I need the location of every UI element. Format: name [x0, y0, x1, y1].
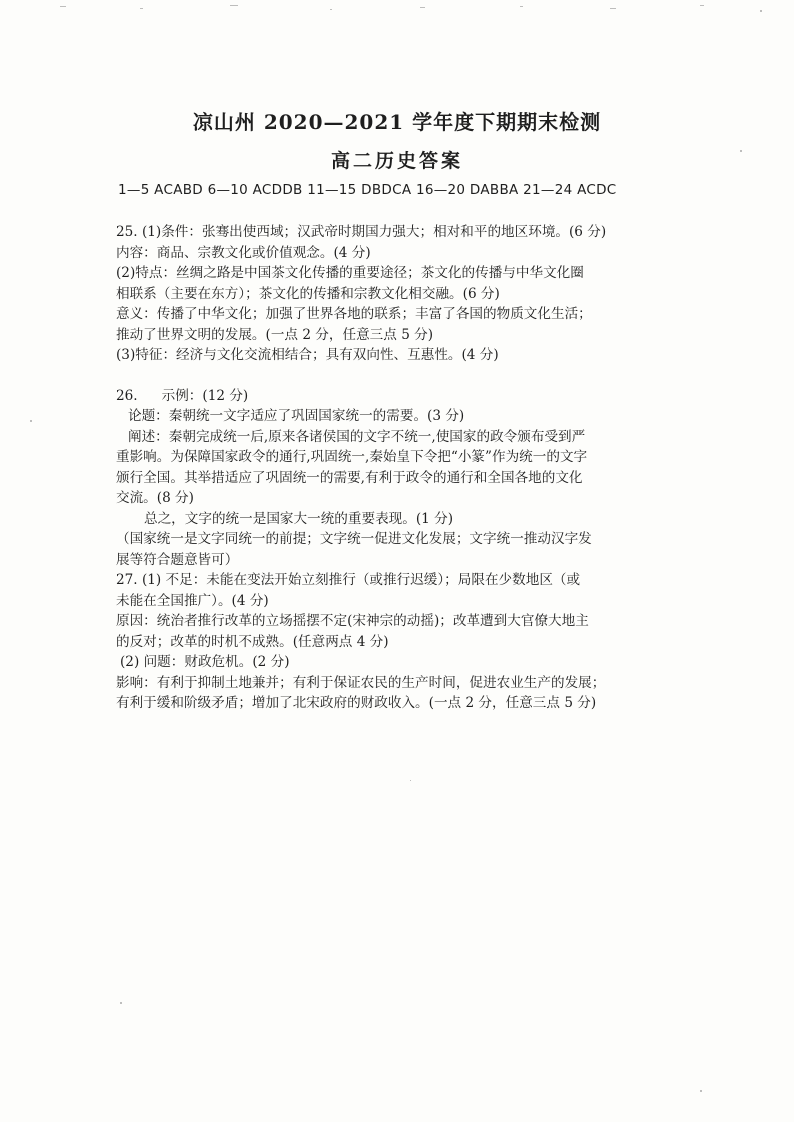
- q25-line-3: (2)特点：丝绸之路是中国茶文化传播的重要途径；茶文化的传播与中华文化圈: [116, 265, 584, 281]
- q27-line-4: 的反对；改革的时机不成熟。(任意两点 4 分): [116, 633, 389, 650]
- q26-line-2: 阐述：秦朝完成统一后,原来各诸侯国的文字不统一,使国家的政令颁布受到严: [128, 428, 586, 445]
- choice-answers: 1—5 ACABD 6—10 ACDDB 11—15 DBDCA 16—20 DABBA 21—24 ACDC: [118, 182, 617, 198]
- q27-line-5: (2) 问题：财政危机。(2 分): [120, 654, 290, 670]
- q26-line-3: 重影响。为保障国家政令的通行,巩固统一,秦始皇下令把“小篆”作为统一的文字: [116, 449, 588, 465]
- q27-line-6: 影响：有利于抑制土地兼并；有利于保证农民的生产时间，促进农业生产的发展；: [116, 674, 606, 691]
- q25-line-5: 意义：传播了中华文化；加强了世界各地的联系；丰富了各国的物质文化生活；: [116, 306, 592, 322]
- page-subtitle: 高二历史答案: [330, 150, 463, 172]
- q27-line-1: 27. (1) 不足：未能在变法开始立刻推行（或推行迟缓）；局限在少数地区（或: [116, 572, 581, 588]
- answer-content: [116, 222, 676, 714]
- q26-line-1: 论题：秦朝统一文字适应了巩固国家统一的需要。(3 分): [128, 408, 465, 424]
- q26-line-8: 展等符合题意皆可）: [116, 551, 239, 568]
- q25-line-7: (3)特征：经济与文化交流相结合；具有双向性、互惠性。(4 分): [116, 347, 499, 363]
- q25-line-1: 25. (1)条件：张骞出使西域；汉武帝时期国力强大；相对和平的地区环境。(6 分): [116, 224, 607, 240]
- q25-line-6: 推动了世界文明的发展。(一点 2 分，任意三点 5 分): [116, 326, 434, 343]
- q27-line-3: 原因：统治者推行改革的立场摇摆不定(宋神宗的动摇)；改革遭到大官僚大地主: [116, 613, 589, 629]
- q26-line-5: 交流。(8 分): [116, 490, 194, 506]
- question-25: [116, 222, 676, 366]
- q25-line-2: 内容：商品、宗教文化或价值观念。(4 分): [116, 244, 371, 261]
- q26-heading-line: [116, 386, 676, 407]
- q26-line-7: （国家统一是文字同统一的前提；文字统一促进文化发展；文字统一推动汉字发: [116, 531, 592, 547]
- q26-heading: 示例：(12 分): [161, 387, 249, 404]
- q27-line-7: 有利于缓和阶级矛盾；增加了北宋政府的财政收入。(一点 2 分，任意三点 5 分): [116, 695, 597, 711]
- q26-line-4: 颁行全国。其举措适应了巩固统一的需要,有利于政令的通行和全国各地的文化: [116, 469, 583, 486]
- q26-number: 26.: [116, 387, 138, 404]
- question-26: [116, 386, 676, 571]
- q25-line-4: 相联系（主要在东方）；茶文化的传播和宗教文化相交融。(6 分): [116, 285, 500, 302]
- spacer: [116, 366, 676, 386]
- q27-line-2: 未能在全国推广）。(4 分): [116, 592, 269, 609]
- question-27: [116, 570, 676, 714]
- page-title: 凉山州 2020—2021 学年度下期期末检测: [192, 110, 602, 134]
- q26-line-6: 总之，文字的统一是国家大一统的重要表现。(1 分): [144, 510, 454, 527]
